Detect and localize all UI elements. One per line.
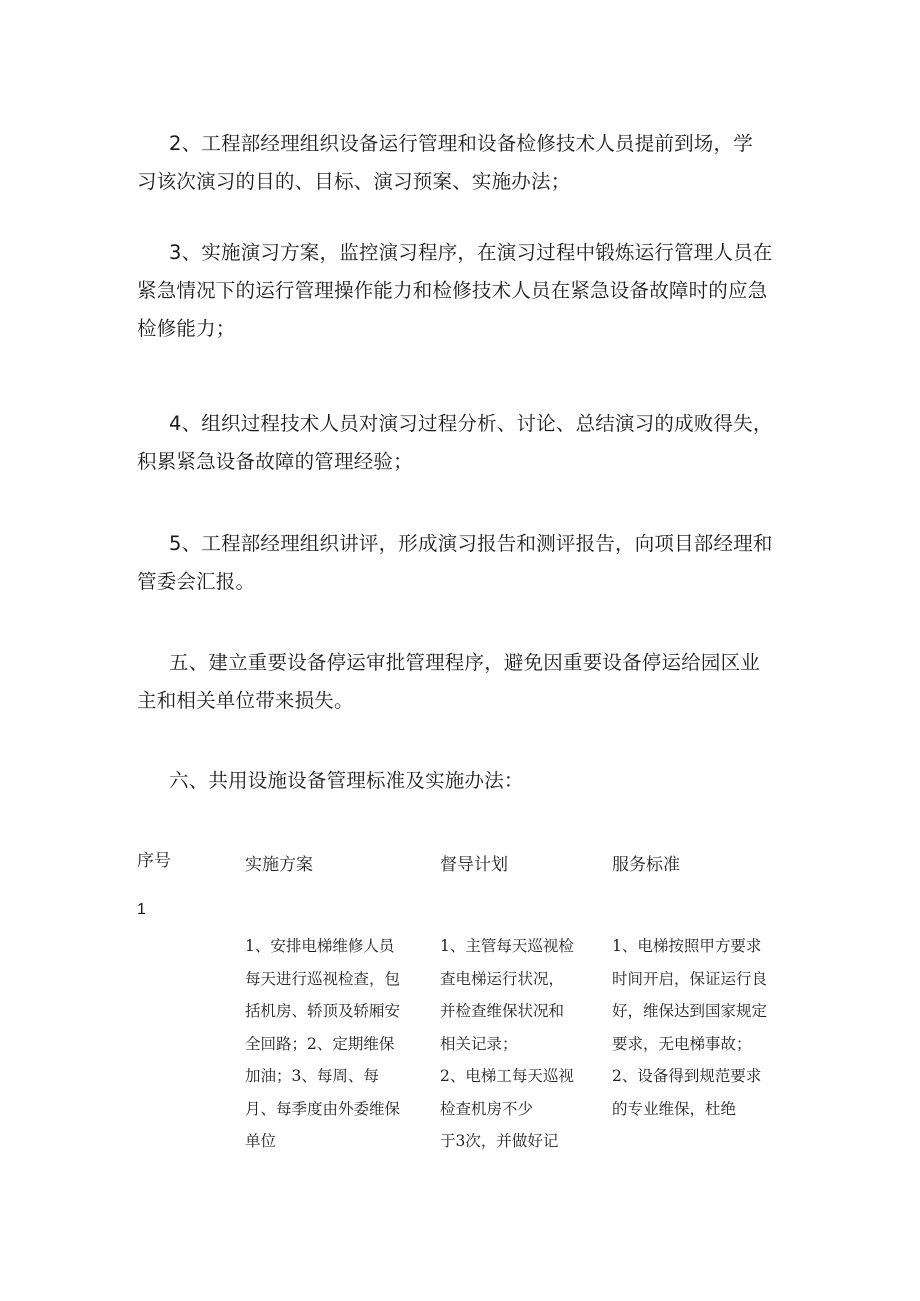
paragraph-5	[137, 525, 787, 601]
text-line: 习该次演习的目的、目标、演习预案、实施办法；	[137, 170, 571, 193]
header-plan: 实施方案	[245, 855, 313, 875]
section-six	[137, 762, 787, 800]
text-line: 检查机房不少	[440, 1099, 534, 1118]
text-line: 括机房、轿顶及轿厢安	[245, 1002, 401, 1020]
text-line: 每天进行巡视检查，包	[245, 969, 401, 988]
text-line: 4、组织过程技术人员对演习过程分析、讨论、总结演习的成败得失，	[169, 412, 773, 435]
text-line: 五、建立重要设备停运审批管理程序，避免因重要设备停运给园区业	[169, 651, 761, 674]
text-line: 5、工程部经理组织讲评，形成演习报告和测评报告，向项目部经理和	[169, 532, 773, 555]
cell-standard	[612, 930, 767, 1125]
text-line: 查电梯运行状况，	[440, 969, 565, 988]
paragraph-3	[137, 234, 787, 348]
text-line: 加油；3、每周、每	[245, 1067, 379, 1085]
text-line: 管委会汇报。	[137, 570, 256, 593]
text-line: 检修能力；	[137, 317, 236, 340]
text-line: 相关记录；	[440, 1034, 518, 1053]
row-number: 1	[137, 901, 146, 918]
cell-supervision	[440, 930, 574, 1158]
text-line: 1、安排电梯维修人员	[245, 937, 395, 955]
paragraph-4	[137, 405, 787, 481]
text-line: 要求，无电梯事故；	[612, 1034, 752, 1053]
text-line: 2、工程部经理组织设备运行管理和设备检修技术人员提前到场，学	[169, 132, 753, 155]
text-line: 紧急情况下的运行管理操作能力和检修技术人员在紧急设备故障时的应急	[137, 279, 768, 302]
text-line: 3、实施演习方案，监控演习程序，在演习过程中锻炼运行管理人员在	[169, 241, 773, 264]
header-number: 序号	[137, 851, 171, 871]
text-line: 2、电梯工每天巡视	[440, 1067, 574, 1085]
cell-plan	[245, 930, 400, 1158]
header-standard: 服务标准	[612, 855, 680, 875]
text-line: 月、每季度由外委维保	[245, 1099, 401, 1118]
text-line: 单位	[245, 1132, 277, 1150]
text-line: 主和相关单位带来损失。	[137, 689, 354, 712]
section-five	[137, 644, 787, 720]
text-line: 并检查维保状况和	[440, 1002, 565, 1020]
text-line: 积累紧急设备故障的管理经验；	[137, 450, 413, 473]
text-line: 2、设备得到规范要求	[612, 1067, 762, 1085]
text-line: 好，维保达到国家规定	[612, 1002, 768, 1020]
text-line: 于3次，并做好记	[440, 1132, 559, 1150]
header-supervision: 督导计划	[440, 855, 508, 875]
text-line: 全回路；2、定期维保	[245, 1034, 395, 1053]
text-line: 1、主管每天巡视检	[440, 937, 574, 955]
text-line: 1、电梯按照甲方要求	[612, 937, 762, 955]
paragraph-2	[137, 125, 787, 201]
text-line: 时间开启，保证运行良	[612, 969, 768, 988]
text-line: 六、共用设施设备管理标准及实施办法：	[169, 769, 524, 792]
text-line: 的专业维保，杜绝	[612, 1099, 737, 1118]
